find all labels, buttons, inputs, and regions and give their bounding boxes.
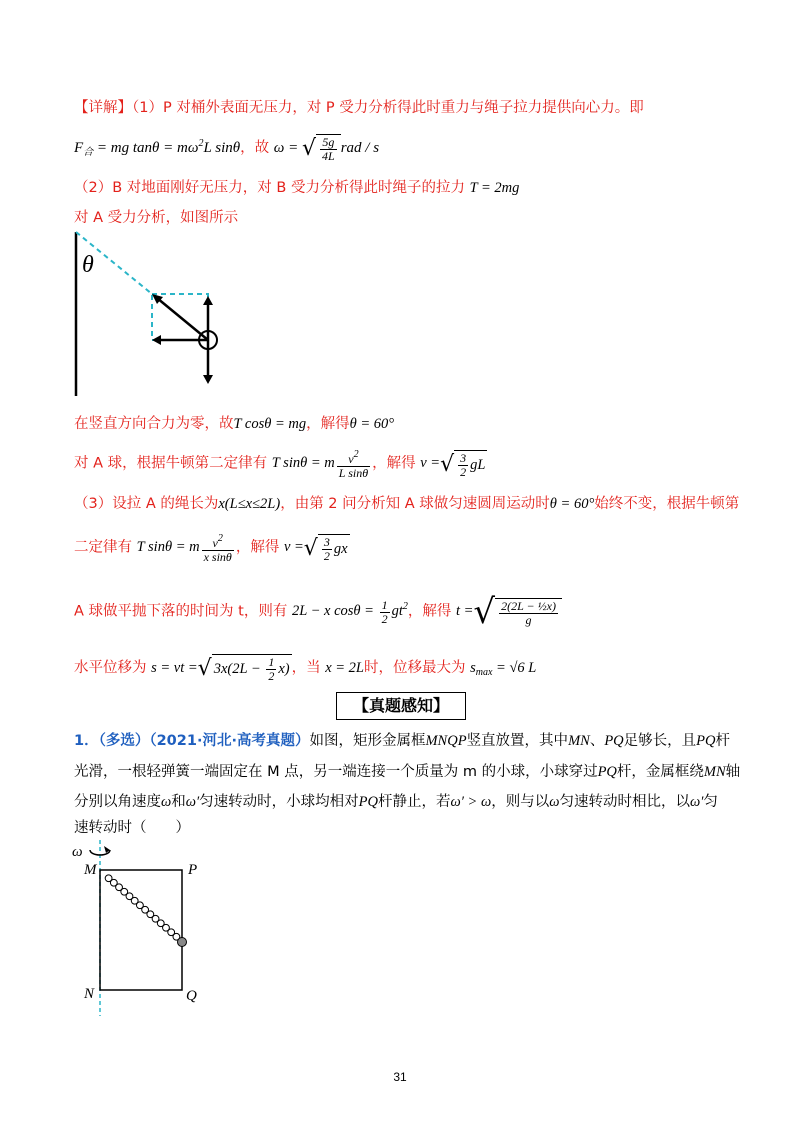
part3-text-a: （3）设拉 A 的绳长为 (74, 496, 219, 512)
part2-newton-result-label: ，解得 (372, 455, 416, 472)
question-line3 (74, 790, 718, 811)
question-source: （2021·河北·高考真题） (149, 733, 310, 749)
stem-c: 足够长，且 (623, 733, 697, 749)
line3-c: 杆静止，若 (378, 794, 451, 810)
line2-b: 杆，金属框绕 (616, 764, 704, 780)
part2-vertical-result-label: ，解得 (306, 416, 350, 432)
rod-pq-3: PQ (597, 764, 617, 780)
force-diagram (60, 228, 240, 398)
metal-frame (100, 870, 182, 990)
solution-part1-line (74, 96, 644, 117)
part3-fall-result: t =√ $\frac{\text{2(2L − ½x)}}{g}$ (456, 603, 562, 619)
part3-angle: θ = 60° (549, 496, 595, 512)
line3-d: ，则与以 (491, 794, 550, 810)
stem-b: 竖直放置，其中 (466, 733, 569, 749)
part2-line (74, 176, 519, 197)
question-line2 (74, 760, 740, 781)
part3-text-c: 始终不变，根据牛顿第 (594, 496, 740, 512)
stem-a: 如图，矩形金属框 (309, 733, 426, 749)
part1-conclusion: ，故 (240, 139, 270, 156)
solution-heading: 【详解】 (74, 100, 132, 116)
part1-text: （1）P 对桶外表面无压力，对 P 受力分析得此时重力与绳子拉力提供向心力。即 (132, 100, 644, 116)
part2-vertical-result: θ = 60° (349, 416, 395, 432)
rod-mn-2: MN (703, 764, 726, 780)
part2-newton-result: v =√ $\frac{3}{2}$ gL (420, 450, 486, 479)
sep: 、 (589, 733, 605, 749)
page-number: 31 (393, 1070, 407, 1084)
part3-line4 (74, 654, 536, 683)
line3-e: 匀速转动时相比，以 (559, 794, 690, 810)
part2-newton-line (74, 448, 487, 480)
ball (178, 938, 187, 947)
part3-newton-eq: T sinθ = m $\frac{v^2}{\text{x sinθ}}$ (136, 533, 232, 564)
part2-T: T = 2mg (469, 180, 520, 196)
part2-fig-intro: 对 A 受力分析，如图所示 (74, 210, 239, 226)
line3-b: 匀速转动时，小球均相对 (199, 794, 359, 810)
rod-pq-2: PQ (696, 733, 716, 749)
frame-diagram (70, 838, 220, 1018)
line2-a: 光滑，一根轻弹簧一端固定在 M 点，另一端连接一个质量为 m 的小球，小球穿过 (74, 764, 598, 780)
spring-coils (105, 875, 180, 940)
part3-when: ，当 (291, 659, 321, 676)
part2-vertical: 在竖直方向合力为零，故 (74, 416, 234, 432)
part3-line3 (74, 592, 562, 632)
part3-max-label: 时，位移最大为 (363, 659, 466, 676)
label-n: N (84, 986, 95, 1002)
line3-f: 匀 (703, 794, 718, 810)
question-line1 (74, 729, 730, 750)
part3-result: v =√ $\frac{3}{2}$ gx (283, 534, 348, 563)
part3-fall-result-label: ，解得 (407, 603, 452, 620)
part2-newton-eq: T sinθ = m $\frac{v^2}{\text{L sinθ}}$ (271, 449, 369, 480)
line3-a: 分别以角速度 (74, 794, 161, 810)
part3-disp: 水平位移为 (74, 659, 147, 676)
part3-max: $s_{max} = √6$ L (470, 659, 537, 678)
omega-prime: ω′ (185, 794, 200, 810)
part1-omega: ω = √ $\frac{5g}{4L}$ rad / s (273, 135, 380, 163)
section-banner: 【真题感知】 (336, 692, 466, 720)
label-m: M (84, 862, 97, 878)
part1-equation: $F_合$ = mg $\tan\theta = m\omega^2L$ sinθ (74, 137, 241, 158)
line2-c: 轴 (725, 764, 741, 780)
rod-pq: PQ (604, 733, 624, 749)
question-tag: （多选） (98, 733, 150, 749)
part3-line1 (74, 492, 739, 513)
omega-2: ω (549, 794, 560, 810)
label-q: Q (186, 988, 197, 1004)
part3-text-b: ，由第 2 问分析知 A 球做匀速圆周运动时 (280, 496, 550, 512)
part3-disp-eq: s = vt =√ 3x(2L − $\frac{1}{2}$ x) (151, 655, 290, 683)
part3-fall-eq: 2L − x cosθ = $\frac{1}{2}$ $gt^2$ (291, 597, 408, 626)
line3-and: 和 (171, 794, 186, 810)
omega: ω (161, 794, 172, 810)
rod-mn: MN (568, 733, 590, 749)
question-number: 1． (74, 733, 99, 749)
part3-line2 (74, 532, 350, 564)
rod-pq-4: PQ (358, 794, 379, 810)
angle-label: θ (82, 252, 94, 278)
part3-result-label: ，解得 (235, 539, 280, 556)
omega-label: ω (72, 844, 83, 860)
tension-arrow (157, 298, 208, 340)
omega-prime-2: ω′ (689, 794, 704, 810)
part2-vertical-eq: T cosθ = mg (233, 416, 307, 432)
omega-condition: ω′ > ω (450, 794, 492, 810)
part2-vertical-line (74, 412, 394, 433)
frame-name: MNQP (425, 733, 467, 749)
part1-equation-line (74, 134, 379, 163)
part2-newton: 对 A 球，根据牛顿第二定律有 (74, 455, 268, 472)
part2-text: （2）B 对地面刚好无压力，对 B 受力分析得此时绳子的拉力 (74, 180, 465, 196)
question-line4: 速转动时（ ） (74, 820, 190, 836)
part3-text-d: 二定律有 (74, 539, 132, 556)
part3-fall: A 球做平抛下落的时间为 t，则有 (74, 603, 288, 620)
part3-when-value: x = 2L (325, 659, 364, 676)
stem-d: 杆 (715, 733, 730, 749)
part3-range: x(L≤x≤2L) (218, 496, 281, 512)
label-p: P (188, 862, 198, 878)
